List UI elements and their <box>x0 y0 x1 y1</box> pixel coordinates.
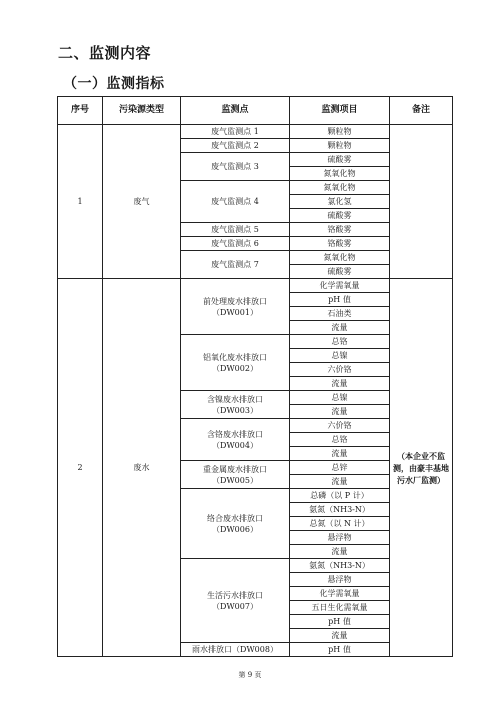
monitoring-table <box>57 96 453 657</box>
monitoring-item: pH 值 <box>290 293 390 307</box>
monitoring-point-name: 废气监测点 2 <box>211 141 259 150</box>
monitoring-point-name: 重金属废水排放口 <box>203 464 267 474</box>
monitoring-item: pH 值 <box>290 643 390 657</box>
remark: （本企业不监测，由豪丰基地污水厂监测） <box>390 279 453 657</box>
monitoring-point-name: 络合废水排放口 <box>207 513 263 523</box>
monitoring-item: 氮氧化物 <box>290 167 390 181</box>
header-remark: 备注 <box>390 97 453 125</box>
monitoring-point-name: 含镍废水排放口 <box>207 394 263 404</box>
monitoring-point-name: 铝氧化废水排放口 <box>203 352 267 362</box>
monitoring-point <box>181 223 290 237</box>
monitoring-item: 硫酸雾 <box>290 209 390 223</box>
monitoring-point <box>181 237 290 251</box>
monitoring-item: 六价铬 <box>290 363 390 377</box>
monitoring-item: 颗粒物 <box>290 125 390 139</box>
monitoring-item: 总铬 <box>290 335 390 349</box>
page-number: 第 9 页 <box>238 671 262 679</box>
monitoring-item: 总镍 <box>290 391 390 405</box>
monitoring-item: 颗粒物 <box>290 139 390 153</box>
monitoring-point-name: 废气监测点 7 <box>211 260 259 269</box>
monitoring-item: 铬酸雾 <box>290 237 390 251</box>
source-type: 废水 <box>103 279 181 657</box>
monitoring-point-name: 废气监测点 3 <box>211 162 259 171</box>
source-type: 废气 <box>103 125 181 279</box>
monitoring-item: 石油类 <box>290 307 390 321</box>
monitoring-point-code: （DW006） <box>212 524 258 534</box>
monitoring-point-name: 雨水排放口（DW008） <box>192 645 278 654</box>
monitoring-item: 氯化氢 <box>290 195 390 209</box>
table-row <box>58 125 453 139</box>
monitoring-item: 流量 <box>290 405 390 419</box>
section-heading: 二、监测内容 <box>58 44 152 62</box>
monitoring-point <box>181 461 290 489</box>
monitoring-item: 悬浮物 <box>290 531 390 545</box>
monitoring-item: 氨氮（NH3-N） <box>290 503 390 517</box>
monitoring-point-code: （DW004） <box>212 440 258 450</box>
monitoring-point <box>181 419 290 461</box>
header-no: 序号 <box>58 97 103 125</box>
monitoring-item: 总磷（以 P 计） <box>290 489 390 503</box>
monitoring-point <box>181 181 290 223</box>
monitoring-point-code: （DW001） <box>212 307 258 317</box>
monitoring-item: 化学需氧量 <box>290 587 390 601</box>
monitoring-point <box>181 125 290 139</box>
monitoring-item: 总铬 <box>290 433 390 447</box>
subsection-heading: （一）监测指标 <box>63 76 165 92</box>
monitoring-point <box>181 489 290 559</box>
monitoring-point-name: 废气监测点 5 <box>211 225 259 234</box>
monitoring-point <box>181 559 290 643</box>
monitoring-point-name: 含铬废水排放口 <box>207 429 263 439</box>
monitoring-item: 硫酸雾 <box>290 265 390 279</box>
table-body <box>58 125 453 657</box>
monitoring-item: 流量 <box>290 475 390 489</box>
header-monitoring-item: 监测项目 <box>290 97 390 125</box>
monitoring-item: 氮氧化物 <box>290 251 390 265</box>
monitoring-item: 六价铬 <box>290 419 390 433</box>
monitoring-item: 硫酸雾 <box>290 153 390 167</box>
monitoring-item: 氨氮（NH3-N） <box>290 559 390 573</box>
monitoring-point <box>181 279 290 335</box>
remark <box>390 125 453 279</box>
monitoring-item: 悬浮物 <box>290 573 390 587</box>
table-header-row <box>58 97 453 125</box>
row-number: 2 <box>58 279 103 657</box>
monitoring-item: 五日生化需氧量 <box>290 601 390 615</box>
monitoring-point-name: 废气监测点 1 <box>211 127 259 136</box>
monitoring-item: 流量 <box>290 545 390 559</box>
monitoring-point <box>181 391 290 419</box>
monitoring-point-code: （DW007） <box>212 601 258 611</box>
monitoring-point <box>181 251 290 279</box>
monitoring-point-name: 前处理废水排放口 <box>203 296 267 306</box>
monitoring-item: 流量 <box>290 377 390 391</box>
monitoring-point-name: 生活污水排放口 <box>207 590 263 600</box>
monitoring-item: 总锌 <box>290 461 390 475</box>
row-number: 1 <box>58 125 103 279</box>
monitoring-point-code: （DW005） <box>212 475 258 485</box>
monitoring-item: pH 值 <box>290 615 390 629</box>
monitoring-item: 化学需氧量 <box>290 279 390 293</box>
monitoring-point-code: （DW002） <box>212 363 258 373</box>
monitoring-point <box>181 139 290 153</box>
monitoring-point-code: （DW003） <box>212 405 258 415</box>
header-monitoring-point: 监测点 <box>181 97 290 125</box>
monitoring-point <box>181 153 290 181</box>
monitoring-item: 氮氧化物 <box>290 181 390 195</box>
header-source-type: 污染源类型 <box>103 97 181 125</box>
table-row <box>58 279 453 293</box>
monitoring-item: 流量 <box>290 629 390 643</box>
monitoring-item: 总氮（以 N 计） <box>290 517 390 531</box>
monitoring-item: 总镍 <box>290 349 390 363</box>
monitoring-item: 铬酸雾 <box>290 223 390 237</box>
monitoring-point-name: 废气监测点 4 <box>211 197 259 206</box>
monitoring-point <box>181 335 290 391</box>
monitoring-item: 流量 <box>290 447 390 461</box>
monitoring-point-name: 废气监测点 6 <box>211 239 259 248</box>
monitoring-item: 流量 <box>290 321 390 335</box>
monitoring-point <box>181 643 290 657</box>
